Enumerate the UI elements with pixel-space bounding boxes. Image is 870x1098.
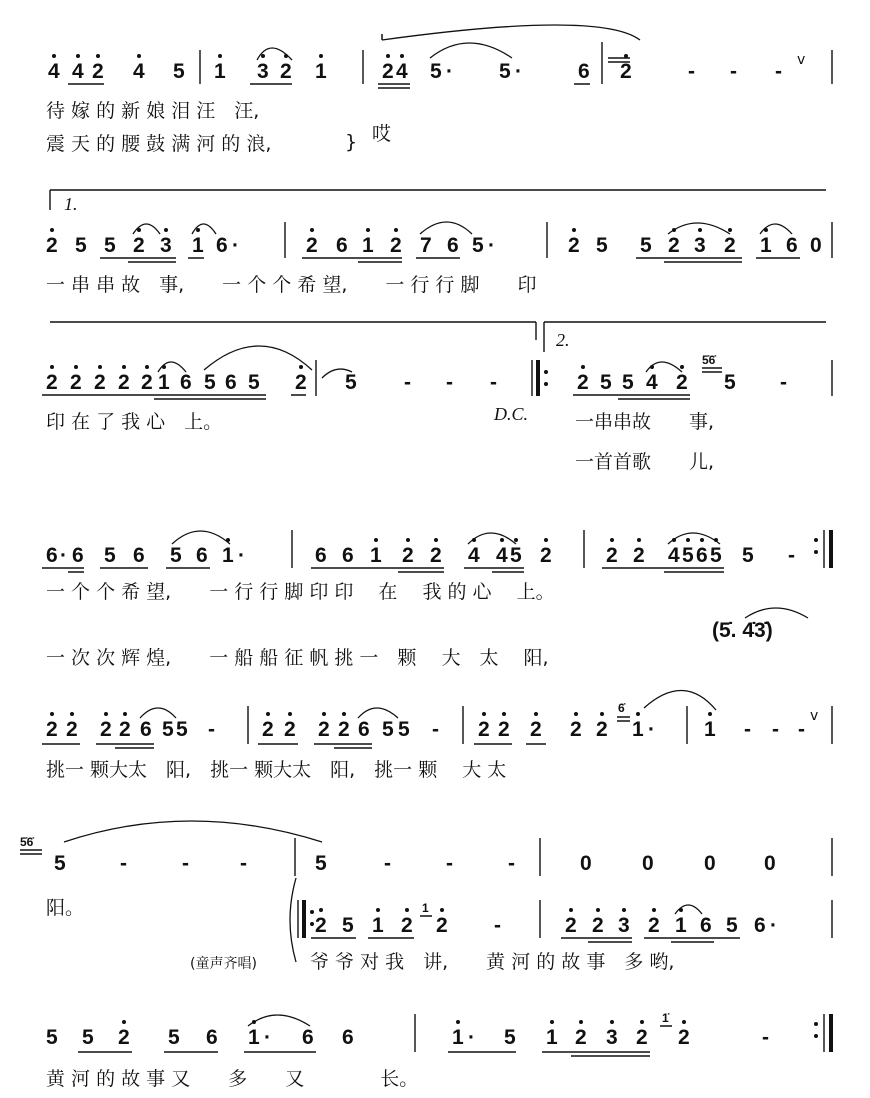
svg-text:4: 4 <box>72 60 84 83</box>
svg-text:4: 4 <box>396 60 408 83</box>
system-3 <box>42 322 832 473</box>
svg-text:3: 3 <box>257 60 269 83</box>
svg-text:-: - <box>788 544 795 567</box>
svg-text:5: 5 <box>170 544 182 567</box>
svg-text:2: 2 <box>306 234 318 257</box>
svg-text:-: - <box>240 852 247 875</box>
svg-text:2: 2 <box>577 371 589 394</box>
svg-text:5: 5 <box>596 234 608 257</box>
svg-text:2: 2 <box>390 234 402 257</box>
svg-text:5: 5 <box>345 371 357 394</box>
svg-text:-: - <box>772 718 779 741</box>
svg-text:3: 3 <box>694 234 706 257</box>
svg-text:5: 5 <box>168 1026 180 1049</box>
svg-text:·: · <box>238 544 245 567</box>
svg-text:-: - <box>404 371 411 394</box>
svg-text:-: - <box>490 371 497 394</box>
svg-text:1: 1 <box>452 1026 464 1049</box>
svg-text:5: 5 <box>162 718 174 741</box>
svg-text:5: 5 <box>342 914 354 937</box>
svg-text:6: 6 <box>72 544 84 567</box>
svg-text:0: 0 <box>704 852 716 875</box>
svg-text:2: 2 <box>133 234 145 257</box>
svg-text:2: 2 <box>648 914 660 937</box>
svg-text:6: 6 <box>302 1026 314 1049</box>
svg-text:·: · <box>232 234 239 257</box>
svg-text:1: 1 <box>704 718 716 741</box>
svg-text:6: 6 <box>700 914 712 937</box>
svg-text:5: 5 <box>104 544 116 567</box>
svg-text:2: 2 <box>100 718 112 741</box>
breath-mark: v <box>797 52 806 68</box>
svg-text:·: · <box>264 1026 271 1049</box>
svg-text:6: 6 <box>342 1026 354 1049</box>
svg-text:5: 5 <box>382 718 394 741</box>
svg-text:7: 7 <box>420 234 432 257</box>
lyric-line: 阳。 <box>46 897 85 919</box>
svg-text:5: 5 <box>430 60 442 83</box>
svg-text:6: 6 <box>336 234 348 257</box>
svg-text:1: 1 <box>362 234 374 257</box>
svg-text:2: 2 <box>478 718 490 741</box>
notes-row: 4 <box>48 60 60 83</box>
svg-text:2: 2 <box>118 371 130 394</box>
svg-text:-: - <box>120 852 127 875</box>
svg-text:5: 5 <box>75 234 87 257</box>
svg-text:2: 2 <box>92 60 104 83</box>
svg-text:5: 5 <box>176 718 188 741</box>
svg-text:-: - <box>508 852 515 875</box>
system-1 <box>46 25 832 155</box>
system-7 <box>46 1011 831 1090</box>
svg-text:-: - <box>208 718 215 741</box>
svg-text:6: 6 <box>133 544 145 567</box>
lyric-line: 挑一 颗大太 阳, 挑一 颗大太 阳, 挑一 颗 大 太 <box>46 759 507 781</box>
svg-text:-: - <box>744 718 751 741</box>
svg-text:6: 6 <box>786 234 798 257</box>
svg-text:5: 5 <box>622 371 634 394</box>
svg-text:5: 5 <box>204 371 216 394</box>
svg-text:-: - <box>384 852 391 875</box>
svg-text:2: 2 <box>295 371 307 394</box>
system-2 <box>46 190 832 296</box>
svg-text:5: 5 <box>510 544 522 567</box>
instrumental-tail: (5̇. 4̇3̇) <box>712 619 773 642</box>
svg-text:-: - <box>182 852 189 875</box>
svg-text:2: 2 <box>676 371 688 394</box>
svg-text:2: 2 <box>118 1026 130 1049</box>
svg-text:2: 2 <box>94 371 106 394</box>
svg-text:-: - <box>762 1026 769 1049</box>
svg-text:2: 2 <box>540 544 552 567</box>
svg-text:2: 2 <box>530 718 542 741</box>
svg-text:6: 6 <box>447 234 459 257</box>
svg-text:2: 2 <box>678 1026 690 1049</box>
svg-text:5: 5 <box>710 544 722 567</box>
svg-text:1: 1 <box>315 60 327 83</box>
svg-text:2: 2 <box>318 718 330 741</box>
svg-text:2: 2 <box>66 718 78 741</box>
svg-text:2: 2 <box>70 371 82 394</box>
svg-text:4: 4 <box>468 544 480 567</box>
part-brace <box>290 878 296 962</box>
svg-text:5: 5 <box>248 371 260 394</box>
svg-text:5: 5 <box>726 914 738 937</box>
svg-text:1: 1 <box>372 914 384 937</box>
svg-text:5: 5 <box>46 1026 58 1049</box>
svg-text:2: 2 <box>565 914 577 937</box>
grace-notes: 5̇6̇ <box>20 835 34 849</box>
svg-text:5: 5 <box>742 544 754 567</box>
svg-text:0: 0 <box>810 234 822 257</box>
svg-text:2: 2 <box>570 718 582 741</box>
lyric-line: 爷 爷 对 我 讲, 黄 河 的 故 事 多 哟, <box>310 951 675 973</box>
svg-text:1: 1 <box>214 60 226 83</box>
svg-text:1: 1 <box>675 914 687 937</box>
svg-text:5: 5 <box>504 1026 516 1049</box>
svg-text:4: 4 <box>496 544 508 567</box>
svg-text:2: 2 <box>338 718 350 741</box>
svg-text:1: 1 <box>422 901 429 915</box>
svg-text:2: 2 <box>46 718 58 741</box>
svg-text:5: 5 <box>724 371 736 394</box>
singer-label: (童声齐唱) <box>190 956 257 972</box>
svg-text:6: 6 <box>225 371 237 394</box>
svg-text:0: 0 <box>580 852 592 875</box>
svg-text:·: · <box>446 60 453 83</box>
svg-text:2: 2 <box>633 544 645 567</box>
svg-text:2: 2 <box>620 60 632 83</box>
svg-text:·: · <box>468 1026 475 1049</box>
volta-label: 2. <box>556 330 570 350</box>
lyric-line: 震 天 的 腰 鼓 满 河 的 浪, <box>46 133 272 155</box>
svg-text:5: 5 <box>54 852 66 875</box>
svg-text:2: 2 <box>401 914 413 937</box>
svg-text:5: 5 <box>398 718 410 741</box>
svg-text:·: · <box>60 544 67 567</box>
svg-text:4: 4 <box>133 60 145 83</box>
svg-text:2: 2 <box>402 544 414 567</box>
svg-text:6: 6 <box>315 544 327 567</box>
svg-text:·: · <box>515 60 522 83</box>
svg-text:2: 2 <box>46 371 58 394</box>
svg-text:2: 2 <box>498 718 510 741</box>
svg-text:1: 1 <box>248 1026 260 1049</box>
svg-text:6: 6 <box>46 544 58 567</box>
svg-text:1: 1 <box>192 234 204 257</box>
lyric-line: 一串串故 事, <box>575 411 715 433</box>
svg-text:-: - <box>432 718 439 741</box>
svg-text:6: 6 <box>196 544 208 567</box>
svg-text:1: 1 <box>546 1026 558 1049</box>
svg-text:2: 2 <box>724 234 736 257</box>
svg-text:5: 5 <box>640 234 652 257</box>
svg-text:2: 2 <box>592 914 604 937</box>
svg-text:2: 2 <box>46 234 58 257</box>
svg-text:2: 2 <box>568 234 580 257</box>
svg-text:2: 2 <box>382 60 394 83</box>
svg-text:5: 5 <box>600 371 612 394</box>
svg-text:1: 1 <box>632 718 644 741</box>
svg-text:-: - <box>775 60 782 83</box>
lyric-line: 待 嫁 的 新 娘 泪 汪 汪, <box>46 100 260 122</box>
svg-text:·: · <box>770 914 777 937</box>
grace-note: 6̇ <box>618 701 625 715</box>
svg-text:-: - <box>780 371 787 394</box>
svg-text:-: - <box>730 60 737 83</box>
svg-text:6: 6 <box>180 371 192 394</box>
svg-text:6: 6 <box>216 234 228 257</box>
svg-text:2: 2 <box>596 718 608 741</box>
lyric-line: 一 串 串 故 事, 一 个 个 希 望, 一 行 行 脚 印 <box>46 274 537 296</box>
svg-text:5: 5 <box>104 234 116 257</box>
svg-text:2: 2 <box>315 914 327 937</box>
svg-text:2: 2 <box>575 1026 587 1049</box>
lyric-line: 一 次 次 辉 煌, 一 船 船 征 帆 挑 一 颗 大 太 阳, <box>46 647 549 669</box>
lyric-line: 一 个 个 希 望, 一 行 行 脚 印 印 在 我 的 心 上。 <box>46 581 555 603</box>
svg-text:3: 3 <box>618 914 630 937</box>
svg-text:2: 2 <box>606 544 618 567</box>
svg-text:3: 3 <box>160 234 172 257</box>
svg-text:-: - <box>494 914 501 937</box>
lyric-line: 一首首歌 儿, <box>575 451 715 473</box>
brace: } <box>345 131 358 153</box>
svg-text:5: 5 <box>682 544 694 567</box>
system-5 <box>42 690 832 781</box>
svg-text:·: · <box>648 718 655 741</box>
system-4 <box>42 530 831 669</box>
volta-label: 1. <box>64 194 78 214</box>
svg-text:4: 4 <box>646 371 658 394</box>
svg-text:6: 6 <box>696 544 708 567</box>
dc-marking: D.C. <box>494 404 529 424</box>
svg-text:6: 6 <box>754 914 766 937</box>
grace-note: 1̇ <box>662 1011 669 1025</box>
svg-text:1: 1 <box>760 234 772 257</box>
svg-text:4: 4 <box>668 544 680 567</box>
svg-text:5: 5 <box>472 234 484 257</box>
svg-text:3: 3 <box>606 1026 618 1049</box>
svg-text:-: - <box>446 371 453 394</box>
svg-text:5: 5 <box>173 60 185 83</box>
svg-text:2: 2 <box>119 718 131 741</box>
svg-text:-: - <box>798 718 805 741</box>
system-6 <box>20 821 832 973</box>
grace-notes: 5̇6̇ <box>702 353 716 367</box>
svg-text:2: 2 <box>141 371 153 394</box>
svg-text:0: 0 <box>764 852 776 875</box>
svg-text:1: 1 <box>158 371 170 394</box>
svg-text:5: 5 <box>315 852 327 875</box>
svg-text:2: 2 <box>430 544 442 567</box>
svg-text:2: 2 <box>436 914 448 937</box>
svg-text:6: 6 <box>578 60 590 83</box>
svg-text:6: 6 <box>140 718 152 741</box>
lyric-line: 黄 河 的 故 事 又 多 又 长。 <box>46 1068 419 1090</box>
svg-text:6: 6 <box>342 544 354 567</box>
lyric-line: 印 在 了 我 心 上。 <box>46 411 223 433</box>
svg-text:2: 2 <box>668 234 680 257</box>
svg-text:2: 2 <box>280 60 292 83</box>
svg-text:2: 2 <box>262 718 274 741</box>
svg-text:-: - <box>446 852 453 875</box>
svg-text:·: · <box>488 234 495 257</box>
svg-text:5: 5 <box>82 1026 94 1049</box>
svg-text:0: 0 <box>642 852 654 875</box>
breath-mark: v <box>810 708 819 724</box>
svg-text:1: 1 <box>370 544 382 567</box>
svg-text:-: - <box>688 60 695 83</box>
svg-text:5: 5 <box>499 60 511 83</box>
svg-text:1: 1 <box>222 544 234 567</box>
svg-text:6: 6 <box>358 718 370 741</box>
svg-text:2: 2 <box>284 718 296 741</box>
svg-text:2: 2 <box>636 1026 648 1049</box>
svg-text:6: 6 <box>206 1026 218 1049</box>
brace-word: 哎 <box>372 123 392 145</box>
